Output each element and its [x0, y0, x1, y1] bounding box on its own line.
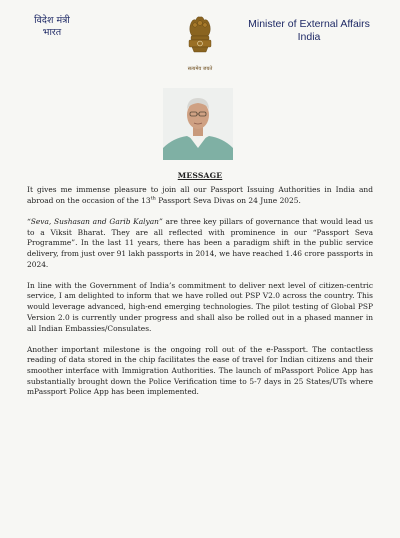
paragraph-3: In line with the Government of India’s commitment to deliver next level of citizen-centric service, I am delighted to inform that we have rolled out PSP V2.0 across the country. This would leverage advanced, high-end emerging technologies. The pilot testing of Global PSP Version 2.0 is currently under progress and shall also be rolled out in a phased manner in all Indian Embassies/Consulates. — [27, 280, 373, 333]
paragraph-1: It gives me immense pleasure to join all our Passport Issuing Authorities in India and abroad on the occasion of the 13th Passport Seva Divas on 24 June 2025. — [27, 185, 373, 205]
emblem-motto: सत्यमेव जयते — [187, 66, 213, 72]
message-body — [27, 185, 373, 409]
message-heading: MESSAGE — [177, 171, 223, 180]
english-country: India — [297, 31, 321, 43]
english-title: Minister of External Affairs — [248, 18, 370, 30]
national-emblem-icon — [182, 12, 218, 72]
paragraph-4: Another important milestone is the ongoing roll out of the e-Passport. The contactless reading of data stored in the chip facilitates the ease of travel for Indian citizens and their smoother interface with Immigration Authorities. The launch of mPassport Police App has substantially brought down the Police Verification time to 5-7 days in 25 States/UTs where mPassport Police App has been implemented. — [27, 344, 373, 397]
english-letterhead — [244, 18, 374, 44]
minister-portrait — [163, 88, 233, 160]
paragraph-2: “Seva, Sushasan and Garib Kalyan” are three key pillars of governance that would lead us to a Viksit Bharat. They are all reflected with prominence in our “Passport Seva Programme”. In the last 11 years, there has been a paradigm shift in the public service delivery, from just over 91 lakh passports in 2014, we have reached 1.46 crore passports in 2024. — [27, 216, 373, 269]
hindi-title: विदेश मंत्री — [34, 15, 70, 26]
hindi-country: भारत — [42, 27, 62, 38]
hindi-letterhead — [26, 15, 78, 39]
